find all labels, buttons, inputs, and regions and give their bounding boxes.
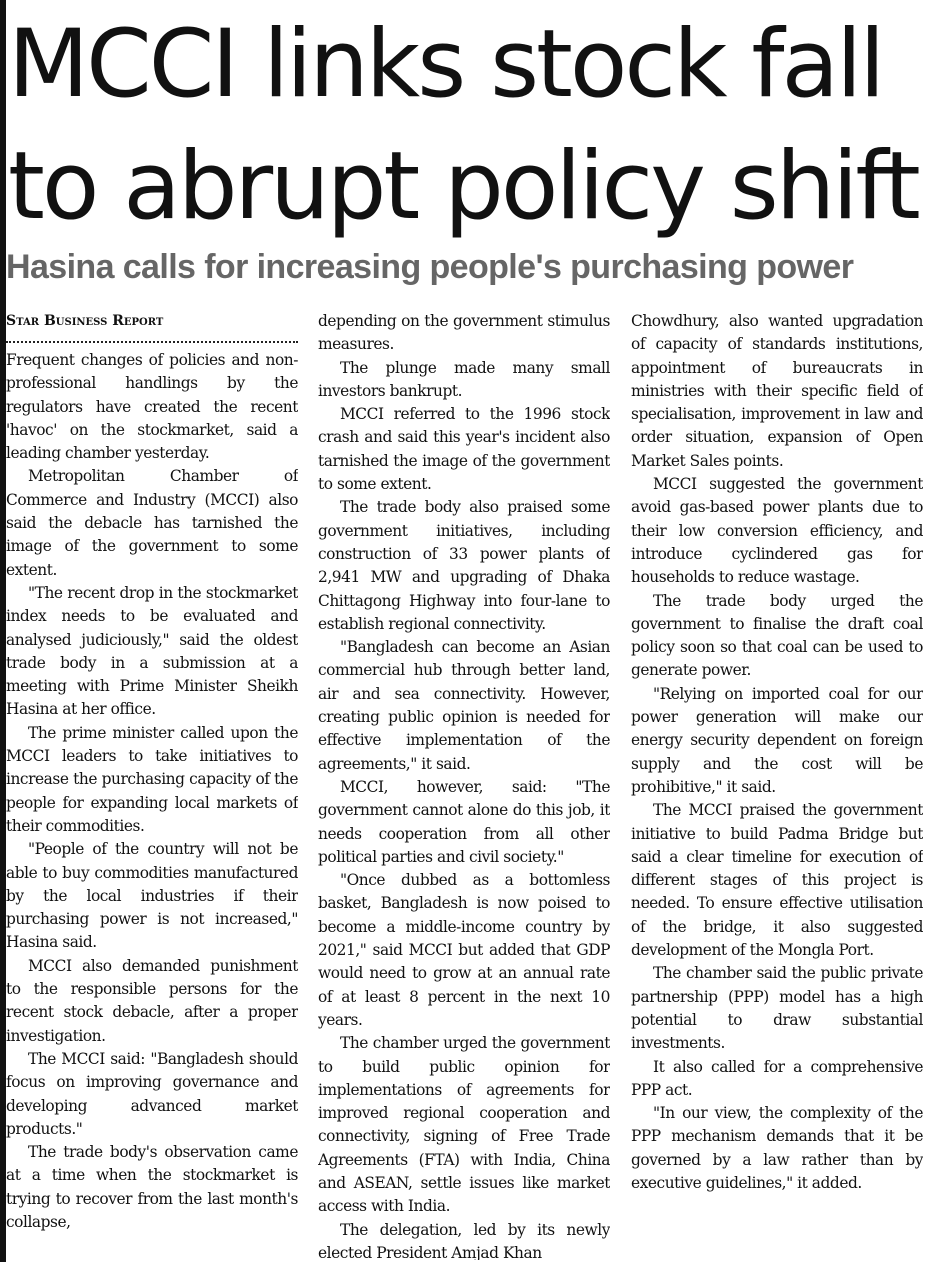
- article-column-2: [318, 310, 610, 1260]
- article-column-3: [631, 310, 923, 1260]
- paragraph: The MCCI praised the government initiative to build Padma Bridge but said a clear timeline for execution of different stages of this project is needed. To ensure effective utilisation of the bridge, it also suggested development of the Mongla Port.: [631, 801, 923, 960]
- paragraph: It also called for a comprehensive PPP act.: [631, 1057, 923, 1099]
- paragraph: The plunge made many small investors bankrupt.: [318, 358, 610, 400]
- headline: [8, 4, 938, 248]
- paragraph: The prime minister called upon the MCCI leaders to take initiatives to increase the purchasing capacity of the people for expanding local markets of their commodities.: [6, 723, 298, 835]
- subheadline: Hasina calls for increasing people's purchasing power: [6, 248, 854, 286]
- paragraph: The trade body urged the government to finalise the draft coal policy soon so that coal can be used to generate power.: [631, 591, 923, 680]
- paragraph: "The recent drop in the stockmarket index needs to be evaluated and analysed judiciously," said the oldest trade body in a submission at a meeting with Prime Minister Sheikh Hasina at her office.: [6, 583, 298, 719]
- byline-divider: [6, 333, 298, 343]
- paragraph: "Bangladesh can become an Asian commercial hub through better land, air and sea connectivity. However, creating public opinion is needed for effective implementation of the agreements," it said.: [318, 638, 610, 773]
- paragraph: The chamber said the public private partnership (PPP) model has a high potential to draw substantial investments.: [631, 964, 923, 1053]
- paragraph: The chamber urged the government to build public opinion for implementations of agreements for improved regional cooperation and connectivity, signing of Free Trade Agreements (FTA) with India, China and ASEAN, settle issues like market access with India.: [318, 1034, 610, 1216]
- paragraph: Chowdhury, also wanted upgradation of capacity of standards institutions, appointment of bureaucrats in ministries with their specific field of specialisation, improvement in law and order situation, expansion of Open Market Sales points.: [631, 312, 923, 470]
- byline: Star Business Report: [6, 313, 164, 329]
- paragraph: depending on the government stimulus measures.: [318, 312, 610, 354]
- article-column-1: [6, 310, 298, 1260]
- paragraph: "Once dubbed as a bottomless basket, Bangladesh is now poised to become a middle-income country by 2021," said MCCI but added that GDP would need to grow at an annual rate of at least 8 percent in the next 10 years.: [318, 871, 610, 1029]
- paragraph: "People of the country will not be able to buy commodities manufactured by the local industries if their purchasing power is not increased," Hasina said.: [6, 840, 298, 952]
- paragraph: "In our view, the complexity of the PPP mechanism demands that it be governed by a law rather than by executive guidelines," it added.: [631, 1104, 923, 1192]
- paragraph: MCCI suggested the government avoid gas-based power plants due to their low conversion efficiency, and introduce cyclindered gas for households to reduce wastage.: [631, 475, 923, 587]
- paragraph: Frequent changes of policies and non-professional handlings by the regulators have created the recent 'havoc' on the stockmarket, said a leading chamber yesterday.: [6, 351, 298, 463]
- headline-line-1: MCCI links stock fall: [8, 10, 883, 119]
- paragraph: MCCI, however, said: "The government cannot alone do this job, it needs cooperation from all other political parties and civil society.": [318, 777, 610, 866]
- headline-line-2: to abrupt policy shift: [8, 132, 918, 241]
- paragraph: The delegation, led by its newly elected President Amjad Khan: [318, 1220, 610, 1260]
- paragraph: The MCCI said: "Bangladesh should focus on improving governance and developing advanced market products.": [6, 1049, 298, 1138]
- paragraph: MCCI referred to the 1996 stock crash and said this year's incident also tarnished the image of the government to some extent.: [318, 405, 610, 494]
- paragraph: MCCI also demanded punishment to the responsible persons for the recent stock debacle, after a proper investigation.: [6, 956, 298, 1045]
- paragraph: "Relying on imported coal for our power generation will make our energy security dependent on foreign supply and the cost will be prohibitive," it said.: [631, 684, 923, 796]
- paragraph: The trade body's observation came at a time when the stockmarket is trying to recover from the last month's collapse,: [6, 1143, 298, 1231]
- paragraph: Metropolitan Chamber of Commerce and Industry (MCCI) also said the debacle has tarnished the image of the government to some extent.: [6, 467, 298, 579]
- paragraph: The trade body also praised some government initiatives, including construction of 33 power plants of 2,941 MW and upgrading of Dhaka Chittagong Highway into four-lane to establish regional connectivity.: [318, 498, 610, 633]
